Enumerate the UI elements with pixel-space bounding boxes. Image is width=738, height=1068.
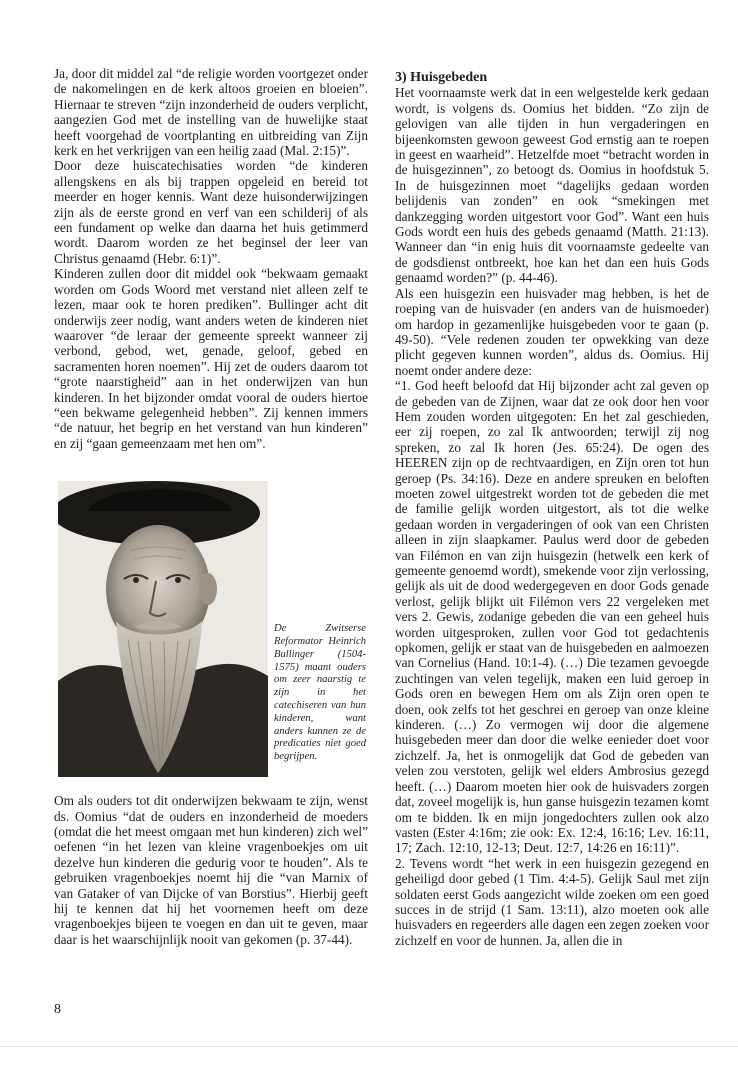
left-paragraph-1: Ja, door dit middel zal “de religie worden voortgezet onder de nakomelingen en de kerk altoos groeien en bloeien”. Hiernaar te streven “zijn inzonderheid de ouders verplicht, aangezien God met de instelling van de huwelijke staat heeft voorgehad de voortplanting en uitbreiding van Zijn kerk en het verkrijgen van een heilig zaad (Mal. 2:15)”. (54, 66, 368, 159)
right-paragraph-4: 2. Tevens wordt “het werk in een huisgezin gezegend en geheiligd door gebed (1 Tim. 4:4-5). Gelijk Saul met zijn soldaten eerst Gods aangezicht wilde zoeken om een goed succes in de strijd (1 Sam. 13:11), alzo moeten ook alle huisvaders en regeerders alle dagen een zegen zoeken voor zichzelf en voor de hunnen. Ja, allen die in (395, 855, 709, 948)
left-paragraph-3: Kinderen zullen door dit middel ook “bekwaam gemaakt worden om Gods Woord met verstand niet alleen zelf te lezen, maar ook te horen prediken”. Bullinger acht dit onderwijs zeer nodig, want anders weten de kinderen niet waarover “de leraar der gemeente spreekt wanneer zij verbond, gebod, wet, genade, geloof, gebed en sacramenten horen noemen”. Hij zet de ouders daarom tot “grote naarstigheid” aan in het onderwijzen van hun kinderen. In het bijzonder omdat vooral de ouders hiertoe “een bekwame gelegenheid hebben”. Zij kennen immers “de natuur, het begrip en het verstand van hun kinderen” en zij “gaan gemeenzaam met hen om”. (54, 266, 368, 451)
portrait-caption: De Zwitserse Reformator Heinrich Bullinger (1504-1575) maant ouders om zeer naarstig te zijn in het catechiseren van hun kinderen, want anders kunnen ze de predicaties niet goed begrijpen. (274, 623, 366, 763)
page-number: 8 (54, 1002, 61, 1017)
left-paragraph-4: Om als ouders tot dit onderwijzen bekwaam te zijn, wenst ds. Oomius “dat de ouders en inzonderheid de moeders (omdat die het meest omgaan met hun kinderen) zich wel” oefenen “in het lezen van kleine vragenboekjes om uit dezelve hun kinderen die gedurig voor te houden”. Als te gebruiken vragenboekjes noemt hij die “van Marnix of van Gataker of van Dijcke of van Borstius”. Hierbij geeft hij te kennen dat hij het voornemen heeft om deze vragenboekjes bijeen te voegen en dan uit te geven, maar daar is het waarschijnlijk nooit van gekomen (p. 37-44). (54, 793, 368, 947)
section-heading: 3) Huisgebeden (395, 70, 488, 85)
right-paragraph-1: Het voornaamste werk dat in een welgestelde kerk gedaan wordt, is volgens ds. Oomius het bidden. “Zo zijn de gelovigen van alle tijden in hun vergaderingen en bijeenkomsten gewoon geweest God ernstig aan te roepen in geest en waarheid”. Hetzelfde moet “betracht worden in de huisgezinnen”, zo betoogt ds. Oomius in hoofdstuk 5. In de huisgezinnen moet “dagelijks gedaan worden belijdenis van zonden” en ook “smekingen met dankzegging worden uitgestort voor God”. Want een huis Gods wordt een huis des gebeds genaamd (Matth. 21:13). Wanneer dan “in enig huis dit voornaamste gedeelte van de godsdienst ontbreekt, hoe kan het dan een huis Gods genaamd worden?” (p. 44-46). (395, 85, 709, 286)
right-column (395, 70, 709, 948)
right-paragraph-2: Als een huisgezin een huisvader mag hebben, is het de roeping van de huisvader (en anders van de huismoeder) om hardop in gezamenlijke huisgebeden voor te gaan (p. 49-50). “Vele redenen zouden ter opwekking van deze plicht gegeven kunnen worden”, aldus ds. Oomius. Hij noemt onder andere deze: (395, 285, 709, 378)
right-paragraph-3: “1. God heeft beloofd dat Hij bijzonder acht zal geven op de gebeden van de Zijnen, waar dat ze ook door hen voor Hem zouden worden uitgegoten: En het zal geschieden, eer zij roepen, zo zal Ik antwoorden; terwijl zij nog spreken, zo zal Ik horen (Jes. 65:24). De ogen des HEEREN zijn op de rechtvaardigen, en Zijn oren tot hun geroep (Ps. 34:16). Deze en andere spreuken en beloften moeten zowel uitgestrekt worden tot de gebeden die met de familie gelijk worden uitgestort, als tot die welke gedaan worden in vergaderingen of ook van een Christen alleen in zijn slaapkamer. Paulus werd door de gebeden van Filémon en van zijn huisgezin (hetwelk een kerk of gemeente genoemd wordt), smekende voor zijn verlossing, gelijk als uit de dood wedergegeven en door Gods genade verlost, gelijk blijkt uit Filémon vers 22 vergeleken met vers 2. Gewis, zodanige gebeden die van een geheel huis worden uitgesproken, zullen voor God tot gedachtenis opkomen, gelijk er staat van de huisgebeden en aalmoezen van Cornelius (Hand. 10:1-4). (…) Die tezamen gevoegde zuchtingen van velen tegelijk, maken een luid geroep in Gods oren en bewegen Hem om als Zijn oren open te doen, ook zelfs tot het geschrei en geroep van onze kleine kinderen. (…) Zo vermogen wij door die algemene huisgebeden meer dan door die welke eenieder doet voor zichzelf. Ja, het is onmogelijk dat God de gebeden van velen zou verstoten, gelijk wel elders Ambrosius gezegd heeft. (…) Daarom moeten hier ook de huisvaders zorgen dat, zoveel mogelijk is, hun ganse huisgezin tezamen komt om te bidden. Ik en mijn jongedochters zullen ook alzo vasten (Ester 4:16m; zie ook: Ex. 12:4, 16:16; Lev. 16:11, 17; Zach. 12:10, 12-13; Deut. 12:7, 14:26 en 16:11)”. (395, 378, 709, 856)
portrait-figure (54, 481, 368, 781)
left-column (54, 66, 368, 947)
left-paragraph-2: Door deze huiscatechisaties worden “de kinderen allengskens en als bij trappen opgeleid en bereid tot meerder en hoger kennis. Want deze huisonderwijzingen zijn als de eerste grond en verf van een schilderij of als een fundament op welke dan daarna het huis getimmerd wordt. Daarom worden ze het beginsel der leer van Christus genaamd (Hebr. 6:1)”. (54, 158, 368, 266)
page-bottom-rule (0, 1046, 738, 1047)
bullinger-portrait-image (58, 481, 268, 777)
portrait-engraving-icon (58, 481, 268, 777)
